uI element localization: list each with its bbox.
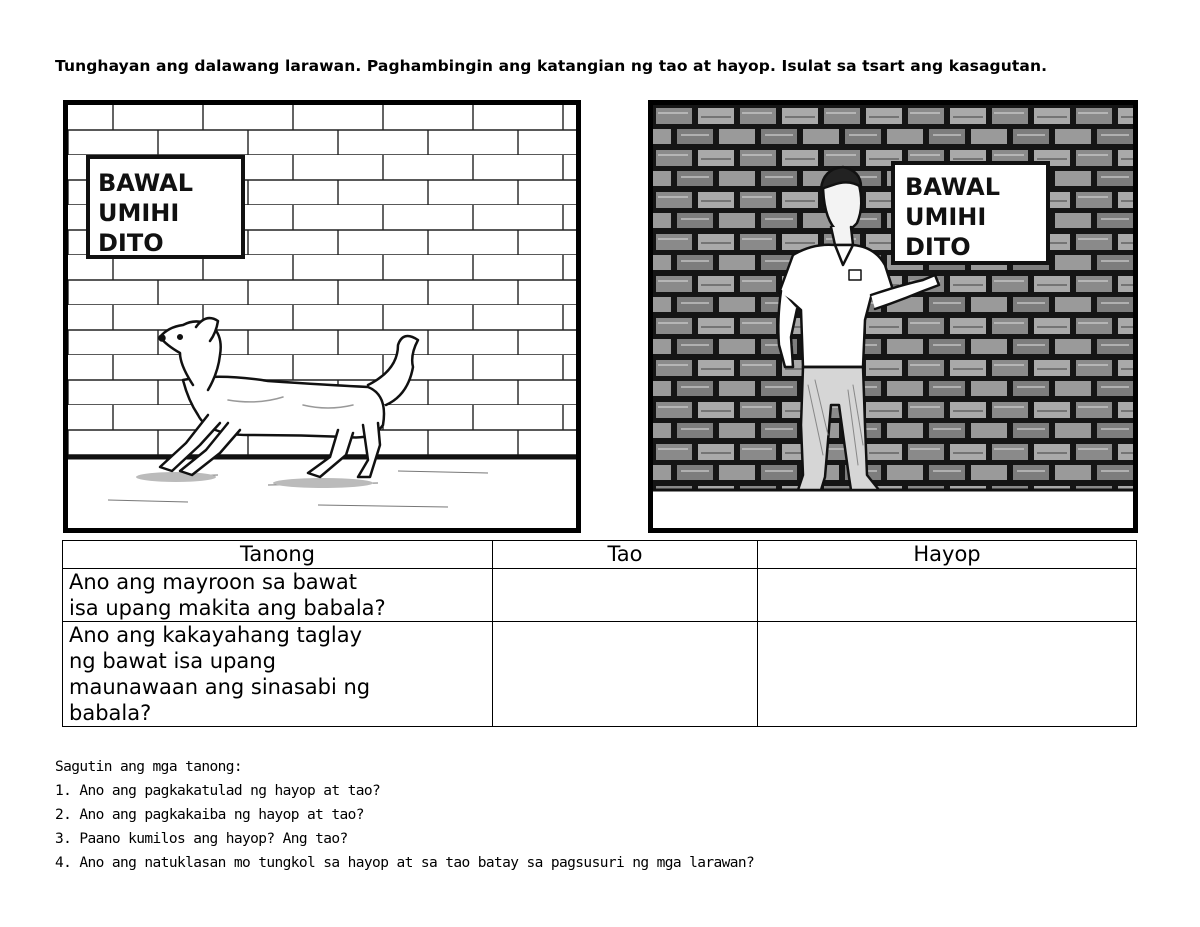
chart-header-row	[63, 541, 1137, 569]
questions-heading: Sagutin ang mga tanong:	[55, 759, 242, 775]
header-hayop: Hayop	[758, 541, 1137, 569]
question-item: 1. Ano ang pagkakatulad ng hayop at tao?	[55, 783, 381, 799]
header-tao: Tao	[493, 541, 758, 569]
question-item: 3. Paano kumilos ang hayop? Ang tao?	[55, 831, 348, 847]
man-scene	[653, 105, 1133, 528]
man-illustration	[648, 100, 1138, 533]
chart-row	[63, 622, 1137, 727]
sign-left-line-3: DITO	[98, 229, 164, 257]
chart-row	[63, 569, 1137, 622]
sign-right-line-2: UMIHI	[905, 203, 987, 231]
sign-right-line-1: BAWAL	[905, 173, 1001, 201]
questions-section	[55, 755, 754, 875]
sign-left-line-2: UMIHI	[98, 199, 180, 227]
dog-scene	[68, 105, 576, 528]
hayop-answer-cell[interactable]	[758, 569, 1137, 622]
question-cell: Ano ang kakayahang taglay ng bawat isa upang maunawaan ang sinasabi ng babala?	[63, 622, 493, 727]
comparison-chart	[62, 540, 1137, 727]
dog-illustration	[63, 100, 581, 533]
instruction-text: Tunghayan ang dalawang larawan. Paghambingin ang katangian ng tao at hayop. Isulat sa tsart ang kasagutan.	[55, 57, 1048, 75]
sign-right-line-3: DITO	[905, 233, 971, 261]
tao-answer-cell[interactable]	[493, 569, 758, 622]
header-tanong: Tanong	[63, 541, 493, 569]
tao-answer-cell[interactable]	[493, 622, 758, 727]
question-item: 2. Ano ang pagkakaiba ng hayop at tao?	[55, 807, 364, 823]
hayop-answer-cell[interactable]	[758, 622, 1137, 727]
sign-right	[893, 163, 1048, 263]
question-cell: Ano ang mayroon sa bawat isa upang makita ang babala?	[63, 569, 493, 622]
sign-left-line-1: BAWAL	[98, 169, 194, 197]
question-item: 4. Ano ang natuklasan mo tungkol sa hayop at sa tao batay sa pagsusuri ng mga larawan?	[55, 855, 755, 871]
sign-left	[88, 157, 243, 257]
